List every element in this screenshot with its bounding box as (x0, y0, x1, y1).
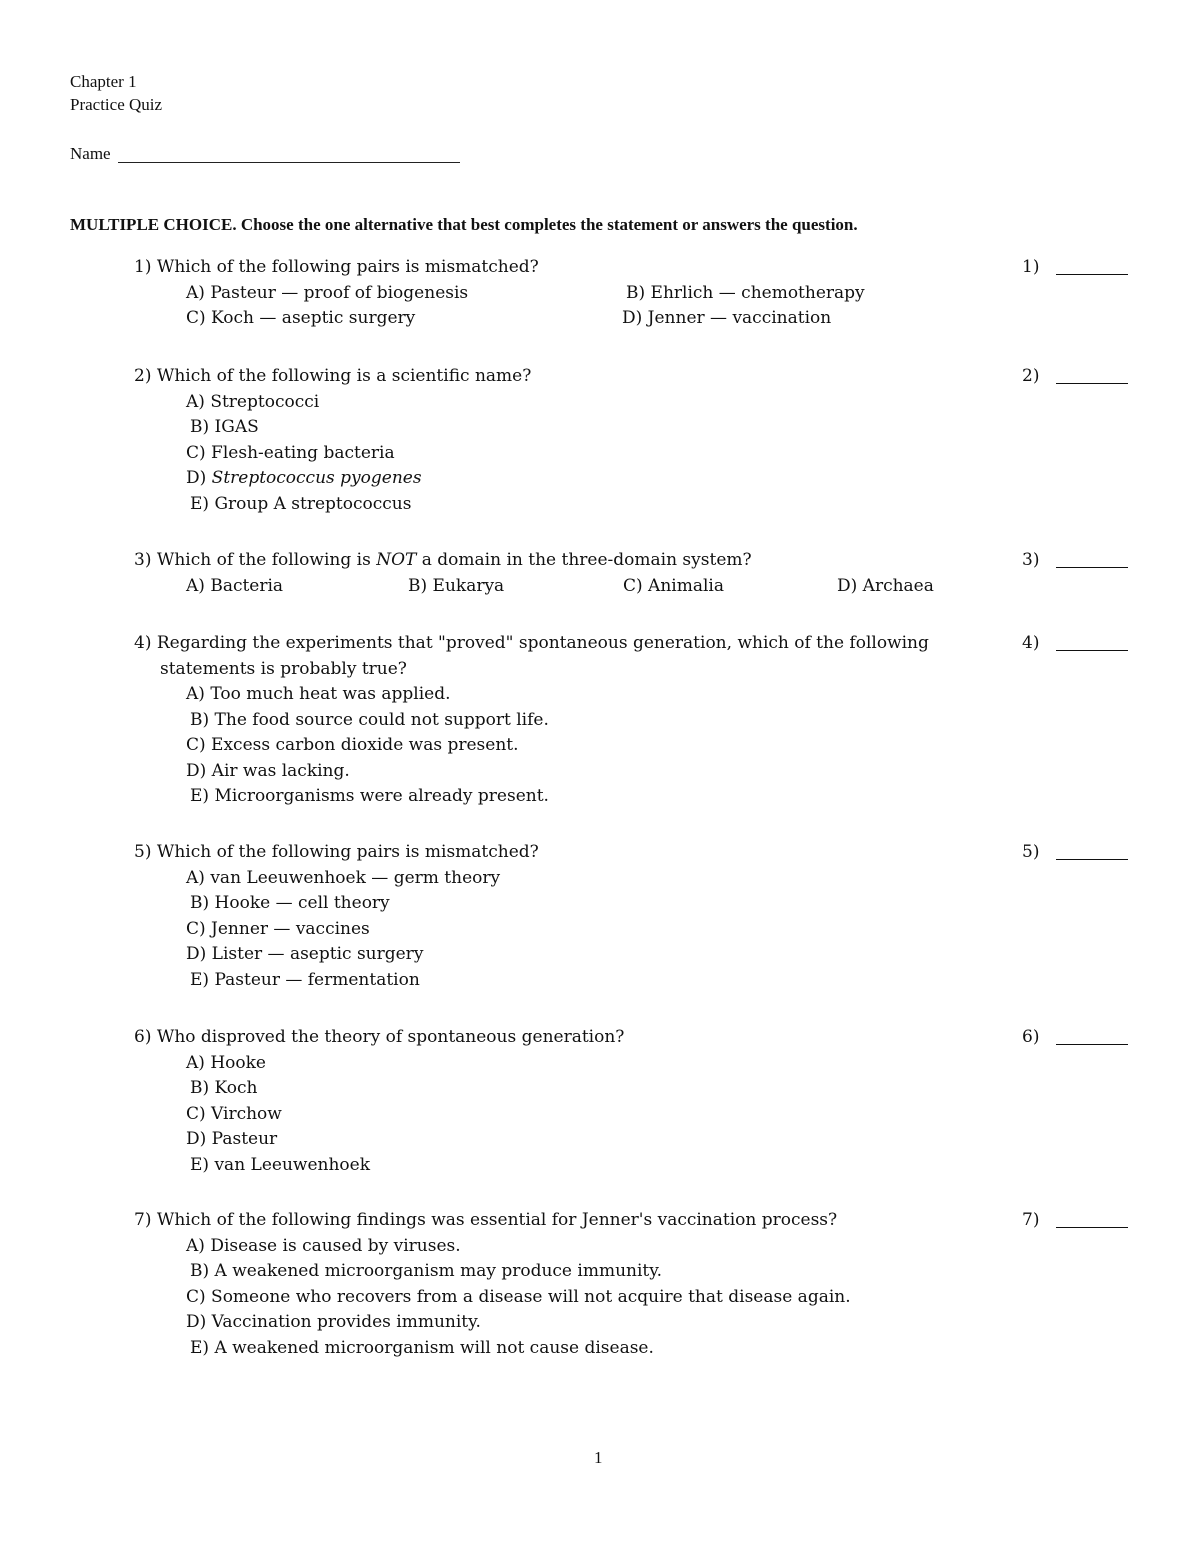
option-b[interactable]: B) Hooke — cell theory (190, 893, 390, 913)
question-stem: 1) Which of the following pairs is mismatched? (134, 257, 539, 277)
chapter-title: Chapter 1 (70, 72, 137, 91)
option-d[interactable]: D) Vaccination provides immunity. (186, 1312, 481, 1332)
option-e[interactable]: E) van Leeuwenhoek (190, 1154, 371, 1175)
option-c[interactable]: C) Excess carbon dioxide was present. (186, 735, 519, 755)
option-a[interactable]: A) Streptococci (186, 391, 320, 412)
option-c[interactable]: C) Someone who recovers from a disease will not acquire that disease again. (186, 1286, 851, 1307)
option-b[interactable]: B) Koch (190, 1078, 258, 1098)
question-stem: 2) Which of the following is a scientific name? (134, 366, 532, 386)
option-e[interactable]: E) Group A streptococcus (190, 493, 412, 514)
option-b[interactable]: B) The food source could not support life. (190, 709, 549, 730)
option-d[interactable]: D) Jenner — vaccination (622, 308, 832, 328)
option-c[interactable]: C) Virchow (186, 1103, 282, 1124)
option-d[interactable]: D) Streptococcus pyogenes (186, 468, 422, 488)
question-stem: 4) Regarding the experiments that "proved" spontaneous generation, which of the following (134, 633, 929, 653)
answer-label: 5) (1022, 842, 1040, 862)
page-number: 1 (594, 1448, 603, 1467)
answer-blank[interactable] (1056, 567, 1128, 568)
option-d[interactable]: D) Lister — aseptic surgery (186, 944, 424, 964)
question-stem: 5) Which of the following pairs is mismatched? (134, 842, 539, 862)
option-c[interactable]: C) Koch — aseptic surgery (186, 308, 416, 328)
answer-blank[interactable] (1056, 383, 1128, 384)
option-a[interactable]: A) Too much heat was applied. (186, 684, 451, 704)
quiz-subtitle: Practice Quiz (70, 95, 163, 114)
answer-label: 6) (1022, 1027, 1040, 1047)
option-d[interactable]: D) Air was lacking. (186, 760, 350, 781)
option-a[interactable]: A) van Leeuwenhoek — germ theory (186, 867, 501, 888)
answer-label: 3) (1022, 550, 1040, 570)
option-c[interactable]: C) Jenner — vaccines (186, 918, 370, 939)
answer-label: 2) (1022, 366, 1040, 386)
option-d[interactable]: D) Pasteur (186, 1129, 278, 1149)
question-stem: 7) Which of the following findings was essential for Jenner's vaccination process? (134, 1210, 838, 1230)
option-e[interactable]: E) Microorganisms were already present. (190, 786, 549, 806)
option-a[interactable]: A) Pasteur — proof of biogenesis (186, 282, 469, 303)
answer-label: 4) (1022, 633, 1040, 653)
option-c[interactable]: C) Animalia (623, 575, 724, 596)
option-e[interactable]: E) A weakened microorganism will not cause disease. (190, 1337, 654, 1358)
option-c[interactable]: C) Flesh-eating bacteria (186, 442, 395, 463)
answer-label: 7) (1022, 1210, 1040, 1230)
answer-blank[interactable] (1056, 650, 1128, 651)
option-b[interactable]: B) Ehrlich — chemotherapy (626, 282, 865, 303)
option-b[interactable]: B) Eukarya (408, 575, 505, 596)
option-b[interactable]: B) A weakened microorganism may produce immunity. (190, 1261, 662, 1281)
question-stem: 3) Which of the following is NOT a domain in the three-domain system? (134, 550, 752, 570)
answer-blank[interactable] (1056, 1044, 1128, 1045)
answer-label: 1) (1022, 257, 1040, 277)
answer-blank[interactable] (1056, 859, 1128, 860)
option-b[interactable]: B) IGAS (190, 417, 259, 437)
instructions: MULTIPLE CHOICE. Choose the one alternative that best completes the statement or answers the question. (70, 215, 858, 234)
option-a[interactable]: A) Bacteria (186, 575, 284, 596)
answer-blank[interactable] (1056, 274, 1128, 275)
option-a[interactable]: A) Hooke (186, 1052, 266, 1073)
name-label: Name (70, 144, 111, 163)
question-stem: 6) Who disproved the theory of spontaneous generation? (134, 1027, 625, 1047)
option-a[interactable]: A) Disease is caused by viruses. (186, 1235, 461, 1256)
option-d[interactable]: D) Archaea (837, 575, 934, 596)
question-stem-continued: statements is probably true? (160, 658, 407, 679)
option-e[interactable]: E) Pasteur — fermentation (190, 969, 420, 990)
name-field[interactable] (118, 162, 460, 163)
answer-blank[interactable] (1056, 1227, 1128, 1228)
